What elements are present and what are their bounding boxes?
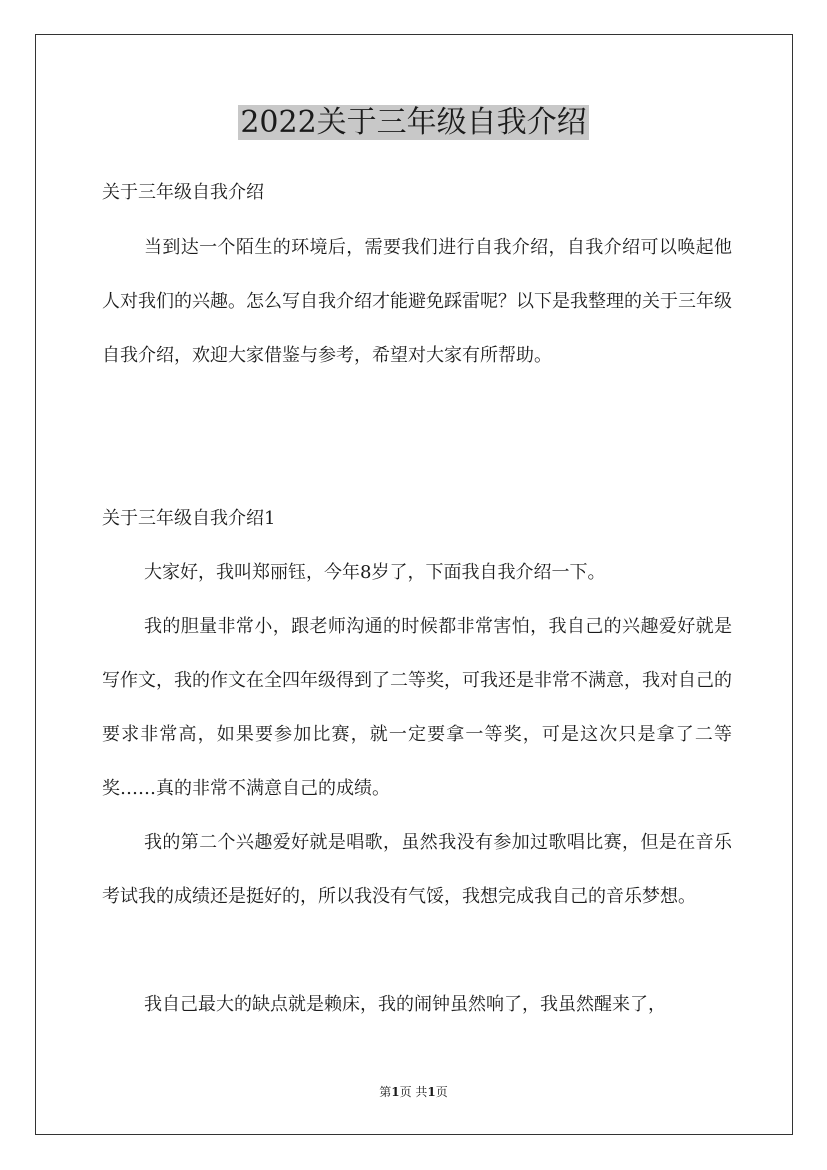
document-title-text: 2022关于三年级自我介绍 [240,105,587,140]
footer-page-suffix: 页 共 [399,1085,428,1099]
footer-page-current: 1 [391,1085,400,1099]
page-footer [0,1083,827,1101]
section1-heading: 关于三年级自我介绍1 [102,508,276,529]
body-paragraph: 我的胆量非常小，跟老师沟通的时候都非常害怕，我自己的兴趣爱好就是写作文，我的作文在全四年级得到了二等奖，可我还是非常不满意，我对自己的要求非常高，如果要参加比赛，就一定要拿一等奖，可是这次只是拿了二等奖……真的非常不满意自己的成绩。 [102,616,732,799]
intro-heading: 关于三年级自我介绍 [102,182,264,203]
document-title [0,100,827,146]
footer-page-total-suffix: 页 [435,1085,448,1099]
body-paragraph: 大家好，我叫郑丽钰，今年8岁了，下面我自我介绍一下。 [144,562,606,583]
intro-paragraph: 当到达一个陌生的环境后，需要我们进行自我介绍，自我介绍可以唤起他人对我们的兴趣。怎么写自我介绍才能避免踩雷呢？以下是我整理的关于三年级自我介绍，欢迎大家借鉴与参考，希望对大家有所帮助。 [102,237,732,366]
footer-page-prefix: 第 [379,1085,392,1099]
body-paragraph: 我的第二个兴趣爱好就是唱歌，虽然我没有参加过歌唱比赛，但是在音乐考试我的成绩还是挺好的，所以我没有气馁，我想完成我自己的音乐梦想。 [102,832,732,907]
body-paragraph: 我自己最大的缺点就是赖床，我的闹钟虽然响了，我虽然醒来了， [144,994,666,1015]
footer-page-total: 1 [427,1085,436,1099]
